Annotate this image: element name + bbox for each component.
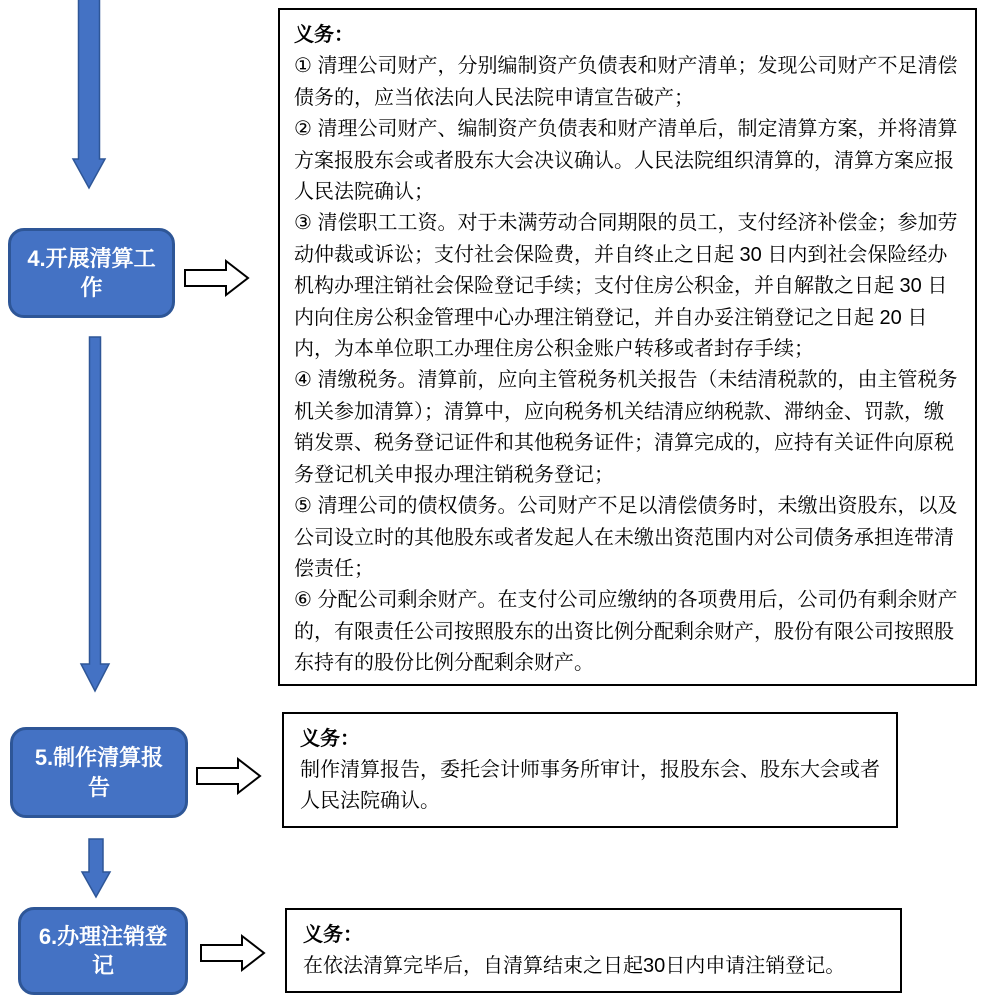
right-arrow-icon bbox=[200, 934, 266, 972]
duty-item: 在依法清算完毕后，自清算结束之日起30日内申请注销登记。 bbox=[303, 955, 846, 977]
down-arrow-icon bbox=[80, 336, 110, 692]
duty-item-6: ⑥ 分配公司剩余财产。在支付公司应缴纳的各项费用后，公司仍有剩余财产的，有限责任公司按照股东的出资比例分配剩余财产，股份有限公司按照股东持有的股份比例分配剩余财产。 bbox=[294, 589, 958, 675]
down-arrow-icon bbox=[81, 838, 111, 898]
right-arrow-step-4 bbox=[184, 259, 250, 297]
duty-title-step-4: 义务： bbox=[294, 24, 354, 46]
step-4-label: 4.开展清算工作 bbox=[27, 245, 156, 300]
right-arrow-icon bbox=[184, 259, 250, 297]
duty-box-step-6 bbox=[285, 908, 902, 993]
duty-box-step-5 bbox=[282, 712, 898, 828]
duty-item: 制作清算报告，委托会计师事务所审计，报股东会、股东大会或者人民法院确认。 bbox=[300, 759, 880, 812]
duty-item-2: ② 清理公司财产、编制资产负债表和财产清单后，制定清算方案，并将清算方案报股东会或者股东大会决议确认。人民法院组织清算的，清算方案应报人民法院确认； bbox=[294, 118, 958, 204]
duty-box-step-4 bbox=[278, 8, 977, 686]
down-arrow-step-4-to-5 bbox=[80, 336, 110, 692]
down-arrow-step-5-to-6 bbox=[81, 838, 111, 898]
step-5-node bbox=[10, 727, 188, 818]
duty-item-3: ③ 清偿职工工资。对于未满劳动合同期限的员工，支付经济补偿金；参加劳动仲裁或诉讼；支付社会保险费，并自终止之日起 30 日内到社会保险经办机构办理注销社会保险登记手续；支付住房公积金，并自解散之日起 30 日内向住房公积金管理中心办理注销登记，并自办妥注销登记之日起 20 日内，为本单位职工办理住房公积金账户转移或者封存手续； bbox=[294, 212, 958, 361]
step-4-node bbox=[8, 228, 175, 318]
step-6-label: 6.办理注销登记 bbox=[38, 923, 168, 978]
right-arrow-step-5 bbox=[196, 757, 262, 795]
down-arrow-icon bbox=[72, 0, 106, 190]
step-6-node bbox=[18, 907, 188, 995]
duty-item-1: ① 清理公司财产，分别编制资产负债表和财产清单；发现公司财产不足清偿债务的，应当依法向人民法院申请宣告破产； bbox=[294, 55, 958, 109]
duty-item-5: ⑤ 清理公司的债权债务。公司财产不足以清偿债务时，未缴出资股东，以及公司设立时的其他股东或者发起人在未缴出资范围内对公司债务承担连带清偿责任； bbox=[294, 495, 958, 580]
right-arrow-icon bbox=[196, 757, 262, 795]
right-arrow-step-6 bbox=[200, 934, 266, 972]
duty-title-step-5: 义务： bbox=[300, 728, 360, 750]
step-5-label: 5.制作清算报告 bbox=[34, 745, 164, 800]
duty-title-step-6: 义务： bbox=[303, 924, 363, 946]
duty-item-4: ④ 清缴税务。清算前，应向主管税务机关报告（未结清税款的，由主管税务机关参加清算）；清算中，应向税务机关结清应纳税款、滞纳金、罚款，缴销发票、税务登记证件和其他税务证件；清算完成的，应持有关证件向原税务登记机关申报办理注销税务登记； bbox=[294, 369, 958, 486]
down-arrow-into-step-4 bbox=[72, 0, 106, 190]
